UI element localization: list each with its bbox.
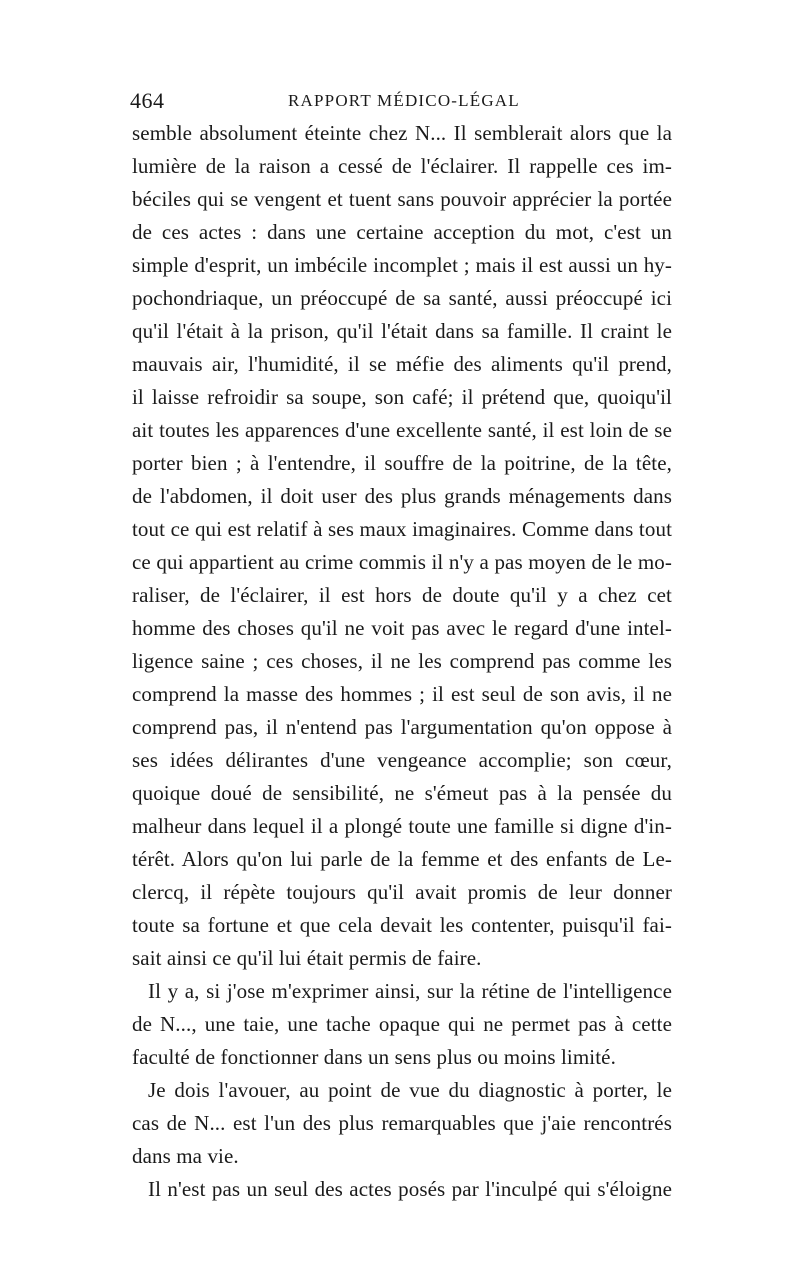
running-title: RAPPORT MÉDICO-LÉGAL xyxy=(288,91,520,110)
text-line: simple d'esprit, un imbécile incomplet ; mais il est aussi un hy- xyxy=(132,253,672,277)
text-line: Je dois l'avouer, au point de vue du diagnostic à porter, le xyxy=(148,1078,672,1102)
text-line: malheur dans lequel il a plongé toute une famille si digne d'in- xyxy=(132,814,672,838)
text-line: béciles qui se vengent et tuent sans pouvoir apprécier la portée xyxy=(132,187,672,211)
text-line: faculté de fonctionner dans un sens plus ou moins limité. xyxy=(132,1045,616,1069)
text-line: homme des choses qu'il ne voit pas avec le regard d'une intel- xyxy=(132,616,672,640)
text-line: quoique doué de sensibilité, ne s'émeut pas à la pensée du xyxy=(132,781,672,805)
text-line: dans ma vie. xyxy=(132,1144,239,1168)
text-line: semble absolument éteinte chez N... Il semblerait alors que la xyxy=(132,121,672,145)
text-line: de l'abdomen, il doit user des plus grands ménagements dans xyxy=(132,484,672,508)
text-line: clercq, il répète toujours qu'il avait promis de leur donner xyxy=(132,880,672,904)
text-line: cas de N... est l'un des plus remarquables que j'aie rencontrés xyxy=(132,1111,672,1135)
text-line: ligence saine ; ces choses, il ne les comprend pas comme les xyxy=(132,649,672,673)
running-head xyxy=(130,88,675,114)
body-text xyxy=(132,117,672,1206)
text-line: il laisse refroidir sa soupe, son café; il prétend que, quoiqu'il xyxy=(132,385,672,409)
page-number: 464 xyxy=(130,88,165,113)
text-line: sait ainsi ce qu'il lui était permis de faire. xyxy=(132,946,482,970)
text-line: toute sa fortune et que cela devait les contenter, puisqu'il fai- xyxy=(132,913,672,937)
text-line: qu'il l'était à la prison, qu'il l'était dans sa famille. Il craint le xyxy=(132,319,672,343)
text-line: lumière de la raison a cessé de l'éclairer. Il rappelle ces im- xyxy=(132,154,672,178)
text-line: porter bien ; à l'entendre, il souffre de la poitrine, de la tête, xyxy=(132,451,672,475)
text-line: de ces actes : dans une certaine acception du mot, c'est un xyxy=(132,220,672,244)
text-line: ses idées délirantes d'une vengeance accomplie; son cœur, xyxy=(132,748,672,772)
text-line: pochondriaque, un préoccupé de sa santé, aussi préoccupé ici xyxy=(132,286,672,310)
text-line: raliser, de l'éclairer, il est hors de doute qu'il y a chez cet xyxy=(132,583,672,607)
text-line: comprend la masse des hommes ; il est seul de son avis, il ne xyxy=(132,682,672,706)
text-line: ce qui appartient au crime commis il n'y a pas moyen de le mo- xyxy=(132,550,672,574)
text-line: tout ce qui est relatif à ses maux imaginaires. Comme dans tout xyxy=(132,517,672,541)
text-line: térêt. Alors qu'on lui parle de la femme et des enfants de Le- xyxy=(132,847,672,871)
text-line: ait toutes les apparences d'une excellente santé, il est loin de se xyxy=(132,418,672,442)
text-line: Il y a, si j'ose m'exprimer ainsi, sur la rétine de l'intelligence xyxy=(148,979,672,1003)
text-line: Il n'est pas un seul des actes posés par l'inculpé qui s'éloigne xyxy=(148,1177,672,1201)
text-line: comprend pas, il n'entend pas l'argumentation qu'on oppose à xyxy=(132,715,672,739)
text-line: de N..., une taie, une tache opaque qui ne permet pas à cette xyxy=(132,1012,672,1036)
text-line: mauvais air, l'humidité, il se méfie des aliments qu'il prend, xyxy=(132,352,672,376)
